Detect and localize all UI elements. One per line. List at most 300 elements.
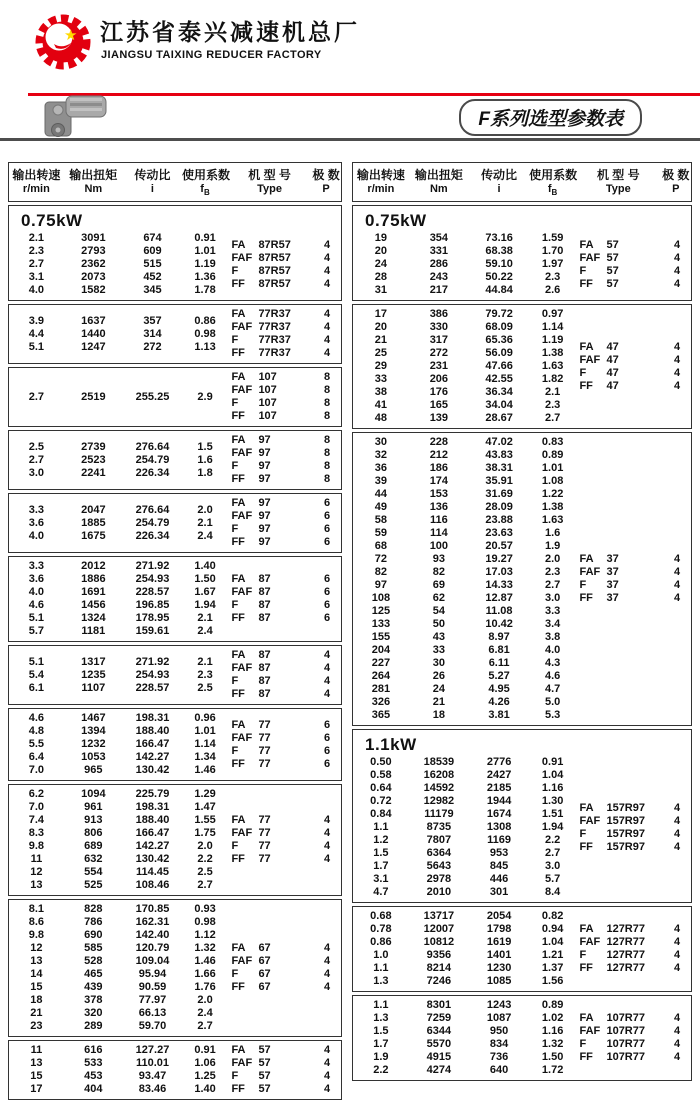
value-cell: 21 xyxy=(30,1007,43,1020)
value-cell: 142.27 xyxy=(135,751,170,764)
table-row xyxy=(353,412,576,425)
value-cell: 1.01 xyxy=(194,725,216,738)
type-group xyxy=(231,371,338,423)
type-line xyxy=(231,745,338,758)
type-line xyxy=(231,308,338,321)
value-cell: 17 xyxy=(30,1083,43,1096)
value-cell: 6.81 xyxy=(488,644,510,657)
value-cell: 23.63 xyxy=(485,527,513,540)
value-cell: 0.98 xyxy=(194,916,216,929)
value-cell: 2241 xyxy=(81,466,106,479)
poles-value: 6 xyxy=(323,599,331,612)
type-prefix: FA xyxy=(579,923,594,936)
column-unit-0: r/min xyxy=(22,183,50,195)
type-line xyxy=(231,719,338,732)
value-cell: 0.89 xyxy=(541,449,564,462)
value-cell: 326 xyxy=(371,696,391,709)
value-cell: 108 xyxy=(371,592,391,605)
value-cell: 198.31 xyxy=(135,801,170,814)
value-cell: 1.1 xyxy=(373,821,389,834)
table-row xyxy=(9,315,228,328)
value-cell: 2010 xyxy=(426,886,452,899)
column-unit-0: r/min xyxy=(367,183,395,195)
poles-value: 8 xyxy=(323,447,331,460)
poles-value: 6 xyxy=(323,731,331,744)
type-line xyxy=(231,347,338,360)
value-cell: 690 xyxy=(84,929,103,942)
table-row xyxy=(353,540,576,553)
type-line xyxy=(231,612,338,625)
poles-value: 4 xyxy=(323,827,331,840)
value-cell: 1.32 xyxy=(194,942,216,955)
value-cell: 0.84 xyxy=(370,808,392,821)
value-cell: 1.8 xyxy=(197,466,213,479)
type-line xyxy=(231,536,338,549)
type-model: 97 xyxy=(258,473,271,486)
value-cell: 365 xyxy=(371,709,391,722)
value-cell: 1.66 xyxy=(194,968,216,981)
value-cell: 2.5 xyxy=(28,440,45,453)
column-label-0: 输出转速 xyxy=(356,168,405,182)
type-prefix: FA xyxy=(231,1044,246,1057)
value-cell: 90.59 xyxy=(138,981,167,994)
poles-value: 4 xyxy=(323,321,331,334)
table-row xyxy=(353,886,576,899)
value-cell: 0.98 xyxy=(194,327,216,340)
type-line xyxy=(231,460,338,473)
type-line xyxy=(579,1025,688,1038)
value-cell: 3.0 xyxy=(544,860,561,873)
value-cell: 1.36 xyxy=(194,271,216,284)
value-cell: 204 xyxy=(371,644,391,657)
value-cell: 1440 xyxy=(81,327,106,340)
value-cell: 3.1 xyxy=(28,271,45,284)
table-row xyxy=(9,441,228,454)
table-row xyxy=(353,847,576,860)
table-row xyxy=(9,801,228,814)
type-model: 107R77 xyxy=(606,1051,645,1064)
value-cell: 44.84 xyxy=(485,284,513,297)
type-line xyxy=(231,586,338,599)
type-prefix: F xyxy=(231,675,239,688)
value-cell: 72 xyxy=(374,553,387,566)
poles-value: 4 xyxy=(673,353,681,366)
type-prefix: F xyxy=(231,264,239,277)
table-row xyxy=(9,788,228,801)
value-cell: 276.64 xyxy=(135,440,170,453)
type-model: 87R57 xyxy=(258,251,291,264)
table-row xyxy=(9,751,228,764)
value-cell: 1.75 xyxy=(194,827,216,840)
table-row xyxy=(9,530,228,543)
type-prefix: FA xyxy=(231,814,246,827)
value-cell: 317 xyxy=(429,334,449,347)
value-cell: 2.6 xyxy=(544,284,561,297)
poles-value: 4 xyxy=(673,277,681,290)
type-group xyxy=(579,308,688,425)
type-line xyxy=(231,942,338,955)
type-group xyxy=(579,910,688,988)
value-cell: 1.06 xyxy=(194,1057,216,1070)
table-row xyxy=(353,999,576,1012)
value-cell: 166.47 xyxy=(135,827,170,840)
value-cell: 585 xyxy=(84,942,103,955)
type-group xyxy=(231,308,338,360)
poles-value: 6 xyxy=(323,510,331,523)
value-cell: 11 xyxy=(30,1044,43,1057)
value-cell: 7259 xyxy=(426,1012,452,1025)
type-model: 97 xyxy=(258,497,271,510)
value-cell: 1.38 xyxy=(541,501,564,514)
table-row xyxy=(9,245,228,258)
value-cell: 110.01 xyxy=(135,1057,170,1070)
value-cell: 11 xyxy=(30,853,43,866)
value-cell: 19.27 xyxy=(485,553,513,566)
column-unit-4: Type xyxy=(257,183,283,195)
table-row xyxy=(9,853,228,866)
value-cell: 2.3 xyxy=(544,271,561,284)
value-cell: 3.8 xyxy=(544,631,561,644)
value-cell: 196.85 xyxy=(135,599,170,612)
type-line xyxy=(231,968,338,981)
value-cell: 281 xyxy=(371,683,391,696)
type-model: 97 xyxy=(258,447,271,460)
value-cell: 4.0 xyxy=(28,529,45,542)
type-line xyxy=(579,354,688,367)
value-cell: 525 xyxy=(84,879,103,892)
type-model: 87R57 xyxy=(258,277,291,290)
value-cell: 68.09 xyxy=(485,321,513,334)
type-prefix: FF xyxy=(579,379,593,392)
value-cell: 100 xyxy=(429,540,449,553)
type-model: 97 xyxy=(258,536,271,549)
value-cell: 5643 xyxy=(426,860,452,873)
value-cell: 1.14 xyxy=(194,738,216,751)
value-cell: 845 xyxy=(489,860,509,873)
value-cell: 1.9 xyxy=(544,540,561,553)
poles-value: 4 xyxy=(673,949,681,962)
type-line xyxy=(579,815,688,828)
table-row xyxy=(9,840,228,853)
value-cell: 13 xyxy=(30,1057,43,1070)
value-cell: 386 xyxy=(429,308,449,321)
value-cell: 58 xyxy=(374,514,387,527)
table-row xyxy=(9,599,228,612)
table-row xyxy=(353,910,576,923)
value-cell: 243 xyxy=(429,271,449,284)
value-cell: 12.87 xyxy=(485,592,513,605)
type-prefix: F xyxy=(579,827,587,840)
value-cell: 226.34 xyxy=(135,529,170,542)
value-cell: 8301 xyxy=(426,999,452,1012)
value-cell: 632 xyxy=(84,853,103,866)
value-cell: 28 xyxy=(374,271,387,284)
type-line xyxy=(231,662,338,675)
type-line xyxy=(579,936,688,949)
value-cell: 0.97 xyxy=(541,308,564,321)
value-cell: 1324 xyxy=(81,612,106,625)
value-cell: 0.89 xyxy=(541,999,564,1012)
value-cell: 6.1 xyxy=(28,681,45,694)
parameter-block xyxy=(352,432,692,726)
value-cell: 228 xyxy=(429,436,449,449)
table-row xyxy=(353,488,576,501)
value-cell: 2.9 xyxy=(197,390,213,403)
table-row xyxy=(9,942,228,955)
value-cell: 31.69 xyxy=(485,488,513,501)
value-cell: 1308 xyxy=(486,821,512,834)
type-prefix: F xyxy=(231,523,239,536)
value-cell: 198.31 xyxy=(135,712,170,725)
value-cell: 227 xyxy=(371,657,391,670)
table-row xyxy=(353,566,576,579)
value-cell: 8735 xyxy=(426,821,452,834)
type-line xyxy=(579,553,688,566)
value-cell: 5.5 xyxy=(28,738,45,751)
parameter-block xyxy=(8,1040,342,1100)
poles-value: 4 xyxy=(323,814,331,827)
type-group xyxy=(579,232,688,297)
poles-value: 8 xyxy=(323,434,331,447)
type-line xyxy=(231,599,338,612)
value-cell: 1181 xyxy=(81,625,106,638)
value-cell: 254.79 xyxy=(135,516,170,529)
value-cell: 0.58 xyxy=(370,769,392,782)
poles-value: 4 xyxy=(673,827,681,840)
table-row xyxy=(353,258,576,271)
value-cell: 139 xyxy=(429,412,449,425)
table-row xyxy=(353,605,576,618)
poles-value: 8 xyxy=(323,410,331,423)
type-line xyxy=(579,592,688,605)
value-cell: 12 xyxy=(30,942,43,955)
type-prefix: FF xyxy=(579,592,593,605)
value-cell: 12007 xyxy=(423,923,455,936)
value-cell: 130.42 xyxy=(135,853,170,866)
value-cell: 17 xyxy=(374,308,387,321)
type-group xyxy=(231,497,338,549)
poles-value: 4 xyxy=(323,981,331,994)
table-row xyxy=(353,756,576,769)
type-model: 157R97 xyxy=(606,801,645,814)
type-line xyxy=(231,1044,338,1057)
value-cell: 21 xyxy=(374,334,387,347)
value-cell: 3.3 xyxy=(544,605,561,618)
value-cell: 3.9 xyxy=(28,314,45,327)
value-cell: 1094 xyxy=(81,788,106,801)
value-cell: 1.59 xyxy=(541,232,564,245)
value-cell: 965 xyxy=(84,764,103,777)
value-cell: 2.5 xyxy=(197,681,213,694)
value-cell: 254.93 xyxy=(135,668,170,681)
type-model: 57 xyxy=(606,251,619,264)
value-cell: 2.1 xyxy=(28,232,45,245)
value-cell: 1.6 xyxy=(544,527,561,540)
type-prefix: FAF xyxy=(231,384,253,397)
value-cell: 2978 xyxy=(426,873,452,886)
poles-value: 4 xyxy=(323,942,331,955)
value-cell: 640 xyxy=(489,1064,509,1077)
value-cell: 7.0 xyxy=(28,764,45,777)
type-model: 87R57 xyxy=(258,264,291,277)
value-cell: 5.27 xyxy=(488,670,510,683)
value-cell: 10812 xyxy=(423,936,455,949)
column-label-4: 机 型 号 xyxy=(248,168,291,182)
table-row xyxy=(353,975,576,988)
value-cell: 2.7 xyxy=(544,847,561,860)
type-prefix: F xyxy=(231,744,239,757)
value-cell: 2.2 xyxy=(373,1064,389,1077)
value-cell: 4.6 xyxy=(28,599,45,612)
poles-value: 8 xyxy=(323,460,331,473)
type-model: 77R37 xyxy=(258,347,291,360)
value-cell: 226.34 xyxy=(135,466,170,479)
value-cell: 1087 xyxy=(486,1012,512,1025)
type-group xyxy=(231,434,338,486)
table-row xyxy=(353,284,576,297)
value-cell: 2.0 xyxy=(197,503,213,516)
value-cell: 1.0 xyxy=(373,949,389,962)
value-cell: 1.08 xyxy=(541,475,564,488)
poles-value: 4 xyxy=(673,592,681,605)
value-cell: 1.19 xyxy=(194,258,216,271)
type-line xyxy=(579,278,688,291)
table-row xyxy=(353,782,576,795)
value-cell: 271.92 xyxy=(135,560,170,573)
value-cell: 10.42 xyxy=(485,618,513,631)
value-cell: 174 xyxy=(429,475,449,488)
type-prefix: FF xyxy=(231,981,245,994)
type-prefix: FF xyxy=(579,1051,593,1064)
value-cell: 11.08 xyxy=(485,605,513,618)
value-cell: 159.61 xyxy=(135,625,170,638)
type-line xyxy=(579,1051,688,1064)
poles-value: 4 xyxy=(323,308,331,321)
value-cell: 2.7 xyxy=(28,453,45,466)
value-cell: 47.66 xyxy=(485,360,513,373)
value-cell: 834 xyxy=(489,1038,509,1051)
value-cell: 1.25 xyxy=(194,1070,216,1083)
value-cell: 6344 xyxy=(426,1025,452,1038)
value-cell: 93.47 xyxy=(138,1070,167,1083)
value-cell: 228.57 xyxy=(135,681,170,694)
poles-value: 4 xyxy=(673,366,681,379)
poles-value: 4 xyxy=(323,1070,331,1083)
value-cell: 1798 xyxy=(486,923,512,936)
poles-value: 4 xyxy=(323,264,331,277)
table-row xyxy=(353,1064,576,1077)
type-line xyxy=(231,840,338,853)
series-title-badge: F系列选型参数表 xyxy=(459,99,642,136)
type-prefix: FA xyxy=(231,942,246,955)
value-cell: 0.83 xyxy=(541,436,564,449)
column-label-3: 使用系数 xyxy=(529,168,578,182)
parameter-block xyxy=(352,205,692,301)
type-prefix: F xyxy=(231,968,239,981)
value-cell: 357 xyxy=(143,314,162,327)
value-cell: 1.01 xyxy=(541,462,564,475)
value-cell: 2.3 xyxy=(28,245,45,258)
table-row xyxy=(353,795,576,808)
value-cell: 1.5 xyxy=(373,1025,389,1038)
value-cell: 8.97 xyxy=(488,631,510,644)
value-cell: 14592 xyxy=(423,782,455,795)
value-cell: 1235 xyxy=(81,668,106,681)
poles-value: 4 xyxy=(673,923,681,936)
poles-value: 8 xyxy=(323,473,331,486)
value-cell: 1.67 xyxy=(194,586,216,599)
type-prefix: F xyxy=(579,949,587,962)
type-line xyxy=(231,252,338,265)
value-cell: 47.02 xyxy=(485,436,513,449)
table-row xyxy=(353,436,576,449)
table-row xyxy=(353,769,576,782)
value-cell: 301 xyxy=(489,886,509,899)
poles-value: 4 xyxy=(323,238,331,251)
table-row xyxy=(353,579,576,592)
table-row xyxy=(9,625,228,638)
type-line xyxy=(231,434,338,447)
type-line xyxy=(231,1070,338,1083)
value-cell: 5.1 xyxy=(28,655,45,668)
poles-value: 4 xyxy=(673,340,681,353)
value-cell: 29 xyxy=(374,360,387,373)
type-line xyxy=(231,473,338,486)
value-cell: 38.31 xyxy=(485,462,513,475)
table-row xyxy=(353,821,576,834)
value-cell: 170.85 xyxy=(135,903,170,916)
value-cell: 68 xyxy=(374,540,387,553)
type-line xyxy=(231,732,338,745)
type-prefix: FF xyxy=(579,962,593,975)
table-row xyxy=(353,271,576,284)
type-model: 57 xyxy=(606,264,619,277)
value-cell: 1.38 xyxy=(541,347,564,360)
value-cell: 1.50 xyxy=(541,1051,564,1064)
value-cell: 8.1 xyxy=(28,903,45,916)
value-cell: 3091 xyxy=(81,232,106,245)
value-cell: 2.4 xyxy=(197,529,213,542)
type-line xyxy=(231,410,338,423)
value-cell: 30 xyxy=(374,436,387,449)
value-cell: 8.3 xyxy=(28,827,45,840)
table-row xyxy=(9,1007,228,1020)
table-row xyxy=(353,644,576,657)
value-cell: 404 xyxy=(84,1083,103,1096)
value-cell: 736 xyxy=(489,1051,509,1064)
type-line xyxy=(231,675,338,688)
type-prefix: FA xyxy=(231,649,246,662)
type-model: 57 xyxy=(606,238,619,251)
type-prefix: FF xyxy=(579,277,593,290)
type-model: 97 xyxy=(258,523,271,536)
value-cell: 176 xyxy=(429,386,449,399)
value-cell: 616 xyxy=(84,1044,103,1057)
value-cell: 0.50 xyxy=(370,756,392,769)
poles-value: 4 xyxy=(323,688,331,701)
value-cell: 32 xyxy=(374,449,387,462)
value-cell: 136 xyxy=(429,501,449,514)
type-line xyxy=(231,981,338,994)
poles-value: 4 xyxy=(673,379,681,392)
value-cell: 25 xyxy=(374,347,387,360)
type-model: 77 xyxy=(258,814,271,827)
type-prefix: FAF xyxy=(579,1025,601,1038)
type-group xyxy=(231,232,338,297)
value-cell: 1.32 xyxy=(541,1038,564,1051)
type-line xyxy=(231,265,338,278)
type-prefix: FF xyxy=(231,1083,245,1096)
